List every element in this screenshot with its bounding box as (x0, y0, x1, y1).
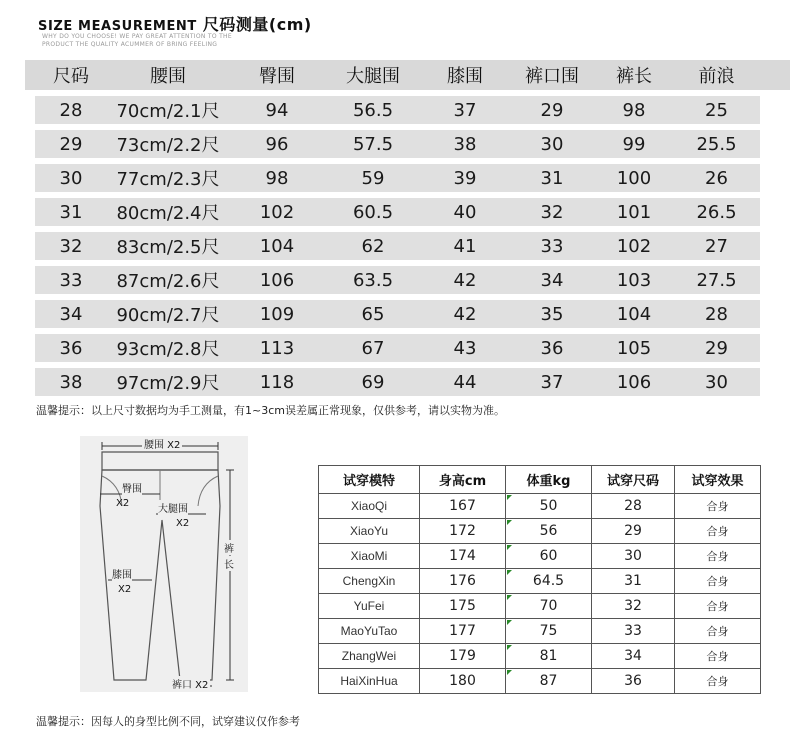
length-cell: 98 (622, 99, 646, 121)
hip-cell: 102 (259, 201, 295, 223)
fit-effect: 合身 (675, 569, 761, 594)
thigh-cell: 67 (361, 337, 385, 359)
size-row (35, 334, 760, 362)
waist-cell: 97cm/2.9尺 (116, 373, 220, 394)
waist-label: 腰围 X2 (142, 436, 182, 451)
model-size: 29 (592, 519, 675, 544)
waist-cell: 87cm/2.6尺 (116, 271, 220, 292)
hem-cell: 35 (540, 303, 564, 325)
size-cell: 32 (59, 235, 83, 257)
model-name: XiaoYu (319, 519, 420, 544)
knee-label: 膝围 (112, 566, 132, 581)
model-weight: 70 (506, 594, 592, 619)
hip-cell: 94 (265, 99, 289, 121)
knee-cell: 37 (453, 99, 477, 121)
size-cell: 36 (59, 337, 83, 359)
model-weight: 60 (506, 544, 592, 569)
header-cell: 试穿尺码 (592, 466, 675, 494)
header-cell: 膝围 (447, 66, 483, 87)
model-size: 36 (592, 669, 675, 694)
waist-cell: 83cm/2.5尺 (116, 237, 220, 258)
hip-cell: 109 (259, 303, 295, 325)
knee-cell: 40 (453, 201, 477, 223)
title-cn: 尺码测量(cm) (202, 15, 312, 34)
size-row (35, 96, 760, 124)
model-name: ZhangWei (319, 644, 420, 669)
knee-cell: 42 (453, 269, 477, 291)
hip-cell: 106 (259, 269, 295, 291)
model-name: HaiXinHua (319, 669, 420, 694)
model-name: YuFei (319, 594, 420, 619)
size-cell: 33 (59, 269, 83, 291)
size-row (35, 198, 760, 226)
length-label-1: 裤 (224, 540, 234, 555)
size-row (35, 300, 760, 328)
hip-label: 臀围 (122, 480, 142, 495)
size-cell: 31 (59, 201, 83, 223)
rise-cell: 25.5 (696, 133, 737, 155)
header-cell: 裤口围 (525, 66, 579, 87)
model-name: MaoYuTao (319, 619, 420, 644)
thigh-cell: 63.5 (352, 269, 394, 291)
measurement-note: 温馨提示：以上尺寸数据均为手工测量，有1~3cm误差属正常现象，仅供参考，请以实物为准。 (36, 404, 505, 417)
size-cell: 29 (59, 133, 83, 155)
rise-cell: 26.5 (696, 201, 737, 223)
hem-cell: 34 (540, 269, 564, 291)
thigh-cell: 59 (361, 167, 385, 189)
hem-cell: 32 (540, 201, 564, 223)
model-height: 177 (420, 619, 506, 644)
header-cell: 体重kg (506, 466, 592, 494)
fit-effect: 合身 (675, 494, 761, 519)
model-height: 179 (420, 644, 506, 669)
thigh-cell: 60.5 (352, 201, 394, 223)
size-cell: 28 (59, 99, 83, 121)
model-height: 180 (420, 669, 506, 694)
knee-cell: 39 (453, 167, 477, 189)
model-height: 175 (420, 594, 506, 619)
rise-cell: 27 (705, 235, 728, 257)
hip-x2-label: X2 (116, 498, 130, 509)
fit-effect: 合身 (675, 669, 761, 694)
hem-cell: 33 (540, 235, 564, 257)
model-height: 167 (420, 494, 506, 519)
knee-x2-label: X2 (118, 584, 132, 595)
rise-cell: 29 (705, 337, 728, 359)
header-cell: 腰围 (150, 66, 186, 87)
rise-cell: 27.5 (696, 269, 737, 291)
fit-effect: 合身 (675, 619, 761, 644)
pants-outline-graphic (80, 436, 248, 692)
length-cell: 102 (616, 235, 652, 257)
model-size: 28 (592, 494, 675, 519)
rise-cell: 30 (705, 371, 728, 393)
subtitle-line2: PRODUCT THE QUALITY ACUMMER OF BRING FEELING (42, 41, 218, 48)
hip-cell: 104 (259, 235, 295, 257)
hip-cell: 113 (259, 337, 295, 359)
model-size: 30 (592, 544, 675, 569)
length-cell: 100 (616, 167, 652, 189)
page-title (38, 12, 312, 35)
header-cell: 裤长 (616, 66, 652, 87)
fit-effect: 合身 (675, 544, 761, 569)
size-table-header (25, 60, 790, 90)
waist-cell: 73cm/2.2尺 (116, 135, 220, 156)
title-en: SIZE MEASUREMENT (38, 19, 197, 34)
subtitle-line1: WHY DO YOU CHOOSE! WE PAY GREAT ATTENTION TO THE (42, 33, 232, 40)
table-row (319, 494, 761, 519)
model-weight: 81 (506, 644, 592, 669)
size-row (35, 266, 760, 294)
waist-cell: 93cm/2.8尺 (116, 339, 220, 360)
waist-cell: 77cm/2.3尺 (116, 169, 220, 190)
model-weight: 50 (506, 494, 592, 519)
header-cell: 试穿模特 (319, 466, 420, 494)
waist-cell: 80cm/2.4尺 (116, 203, 220, 224)
header-cell: 大腿围 (346, 66, 400, 87)
header-cell: 臀围 (259, 66, 295, 87)
header-cell: 试穿效果 (675, 466, 761, 494)
length-cell: 103 (616, 269, 652, 291)
table-row (319, 619, 761, 644)
knee-cell: 38 (453, 133, 477, 155)
length-cell: 104 (616, 303, 652, 325)
model-name: XiaoMi (319, 544, 420, 569)
thigh-cell: 65 (361, 303, 385, 325)
hem-label: 裤口 X2 (170, 676, 210, 691)
rise-cell: 28 (705, 303, 728, 325)
table-row (319, 594, 761, 619)
size-row (35, 130, 760, 158)
fit-effect: 合身 (675, 519, 761, 544)
fit-note: 温馨提示：因每人的身型比例不同，试穿建议仅作参考 (36, 715, 300, 728)
thigh-cell: 56.5 (352, 99, 394, 121)
model-name: XiaoQi (319, 494, 420, 519)
model-size: 33 (592, 619, 675, 644)
knee-cell: 43 (453, 337, 477, 359)
table-row (319, 519, 761, 544)
size-cell: 34 (59, 303, 83, 325)
fit-effect: 合身 (675, 644, 761, 669)
pants-diagram (80, 436, 248, 692)
model-height: 172 (420, 519, 506, 544)
knee-cell: 42 (453, 303, 477, 325)
model-height: 176 (420, 569, 506, 594)
thigh-x2-label: X2 (176, 518, 190, 529)
hem-cell: 29 (540, 99, 564, 121)
hip-cell: 96 (265, 133, 289, 155)
knee-cell: 41 (453, 235, 477, 257)
size-cell: 38 (59, 371, 83, 393)
model-size: 32 (592, 594, 675, 619)
header-cell: 身高cm (420, 466, 506, 494)
hip-cell: 98 (265, 167, 289, 189)
length-cell: 106 (616, 371, 652, 393)
model-size: 34 (592, 644, 675, 669)
waist-cell: 70cm/2.1尺 (116, 101, 220, 122)
hem-cell: 37 (540, 371, 564, 393)
hip-cell: 118 (259, 371, 295, 393)
table-row (319, 569, 761, 594)
table-row (319, 544, 761, 569)
header (0, 0, 790, 60)
fit-table-header (319, 466, 761, 494)
table-row (319, 669, 761, 694)
knee-cell: 44 (453, 371, 477, 393)
thigh-cell: 69 (361, 371, 385, 393)
waist-cell: 90cm/2.7尺 (116, 305, 220, 326)
header-cell: 前浪 (698, 66, 735, 87)
table-row (319, 644, 761, 669)
fit-effect: 合身 (675, 594, 761, 619)
model-weight: 56 (506, 519, 592, 544)
rise-cell: 25 (705, 99, 728, 121)
size-cell: 30 (59, 167, 83, 189)
size-row (35, 164, 760, 192)
subtitle (42, 33, 232, 49)
rise-cell: 26 (705, 167, 728, 189)
size-row (35, 232, 760, 260)
thigh-label: 大腿围 (158, 500, 188, 515)
length-label-2: 长 (224, 556, 234, 571)
hem-cell: 30 (540, 133, 564, 155)
thigh-cell: 62 (361, 235, 385, 257)
model-weight: 75 (506, 619, 592, 644)
length-cell: 105 (616, 337, 652, 359)
model-weight: 64.5 (506, 569, 592, 594)
model-height: 174 (420, 544, 506, 569)
model-weight: 87 (506, 669, 592, 694)
size-row (35, 368, 760, 396)
length-cell: 99 (622, 133, 646, 155)
model-fit-table (318, 465, 761, 694)
length-cell: 101 (616, 201, 652, 223)
model-size: 31 (592, 569, 675, 594)
hem-cell: 36 (540, 337, 564, 359)
hem-cell: 31 (540, 167, 564, 189)
header-cell: 尺码 (53, 66, 89, 87)
model-name: ChengXin (319, 569, 420, 594)
thigh-cell: 57.5 (352, 133, 394, 155)
